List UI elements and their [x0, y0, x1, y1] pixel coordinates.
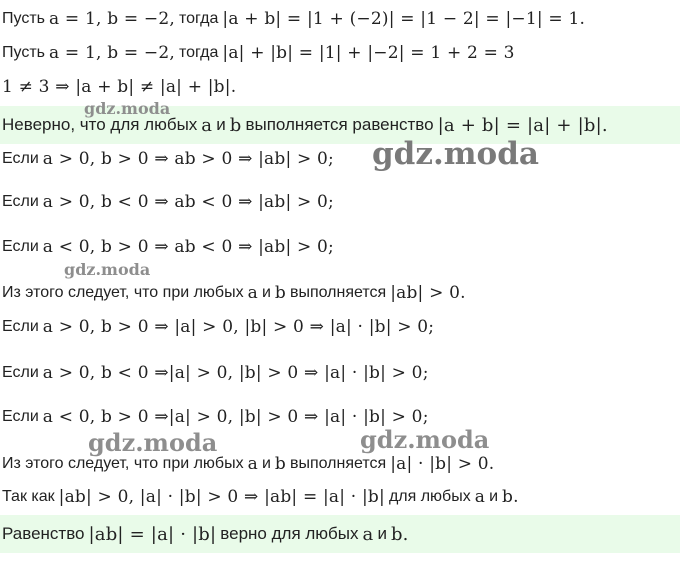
line-text: Если — [2, 318, 39, 335]
line-text: верно для любых — [220, 524, 359, 543]
line-math: |a| + |b| = |1| + |−2| = 1 + 2 = 3 — [222, 43, 515, 63]
line-text: и — [377, 524, 387, 543]
line-text: Пусть — [2, 10, 45, 27]
line-text: Из этого следует, что при любых — [2, 284, 244, 301]
solution-line-1 — [0, 0, 680, 38]
solution-line-9 — [0, 308, 680, 346]
line-text: выполняется — [289, 455, 387, 472]
line-text: и — [261, 284, 271, 301]
line-math: b — [274, 454, 286, 474]
line-math: a > 0, b < 0 ⇒|a| > 0, |b| > 0 ⇒ |a| · |b| > 0; — [42, 363, 429, 383]
line-math: |a + b| = |1 + (−2)| = |1 − 2| = |−1| = 1. — [222, 9, 586, 29]
conclusion-line-2 — [0, 515, 680, 553]
line-math: 1 ≠ 3 ⇒ |a + b| ≠ |a| + |b|. — [2, 77, 237, 97]
solution-line-6 — [0, 183, 680, 221]
line-math: a — [474, 487, 486, 507]
line-math: a — [247, 283, 258, 303]
line-math: a < 0, b > 0 ⇒|a| > 0, |b| > 0 ⇒ |a| · |b| > 0; — [42, 407, 429, 427]
line-math: a > 0, b > 0 ⇒ |a| > 0, |b| > 0 ⇒ |a| · |b| > 0; — [42, 317, 435, 337]
line-text: Из этого следует, что при любых — [2, 455, 244, 472]
line-text: тогда — [179, 10, 219, 27]
line-text: Неверно, что для любых — [2, 115, 198, 134]
watermark: gdz.moda — [360, 425, 490, 454]
line-math: a — [247, 454, 258, 474]
line-math: a > 0, b < 0 ⇒ ab < 0 ⇒ |ab| > 0; — [42, 192, 334, 212]
line-text: Равенство — [2, 524, 85, 543]
line-math: a — [201, 114, 213, 136]
line-text: Если — [2, 193, 39, 210]
line-math: a = 1, b = −2, — [48, 9, 175, 29]
solution-line-8 — [0, 274, 680, 312]
solution-line-5 — [0, 140, 680, 178]
line-text: выполняется равенство — [245, 115, 434, 134]
watermark: gdz.moda — [88, 428, 218, 457]
line-text: и — [216, 115, 226, 134]
line-math: a — [362, 523, 374, 545]
line-math: b — [274, 283, 286, 303]
line-text: Если — [2, 238, 39, 255]
solution-line-2 — [0, 34, 680, 72]
line-math: |a| · |b| > 0. — [390, 454, 495, 474]
line-text: тогда — [179, 44, 219, 61]
line-text: выполняется — [289, 284, 387, 301]
line-text: Так как — [2, 488, 55, 505]
line-text: Если — [2, 150, 39, 167]
line-text: и — [489, 488, 498, 505]
line-math: |ab| > 0. — [390, 283, 466, 303]
watermark: gdz.moda — [64, 260, 151, 279]
line-text: Если — [2, 364, 39, 381]
line-math: b — [229, 114, 242, 136]
line-math: |ab| > 0, |a| · |b| > 0 ⇒ |ab| = |a| · |b| — [58, 487, 385, 507]
line-text: Если — [2, 408, 39, 425]
line-math: b. — [502, 487, 519, 507]
line-text: Пусть — [2, 44, 45, 61]
line-math: |a + b| = |a| + |b|. — [437, 114, 608, 136]
line-math: b. — [390, 523, 409, 545]
line-math: a > 0, b > 0 ⇒ ab > 0 ⇒ |ab| > 0; — [42, 149, 334, 169]
line-math: |ab| = |a| · |b| — [88, 523, 217, 545]
line-text: для любых — [388, 488, 471, 505]
line-text: и — [261, 455, 271, 472]
solution-line-13 — [0, 478, 680, 516]
watermark: gdz.moda — [372, 136, 539, 172]
line-math: a < 0, b > 0 ⇒ ab < 0 ⇒ |ab| > 0; — [42, 237, 334, 257]
line-math: a = 1, b = −2, — [48, 43, 175, 63]
watermark: gdz.moda — [84, 99, 171, 118]
solution-line-10 — [0, 354, 680, 392]
